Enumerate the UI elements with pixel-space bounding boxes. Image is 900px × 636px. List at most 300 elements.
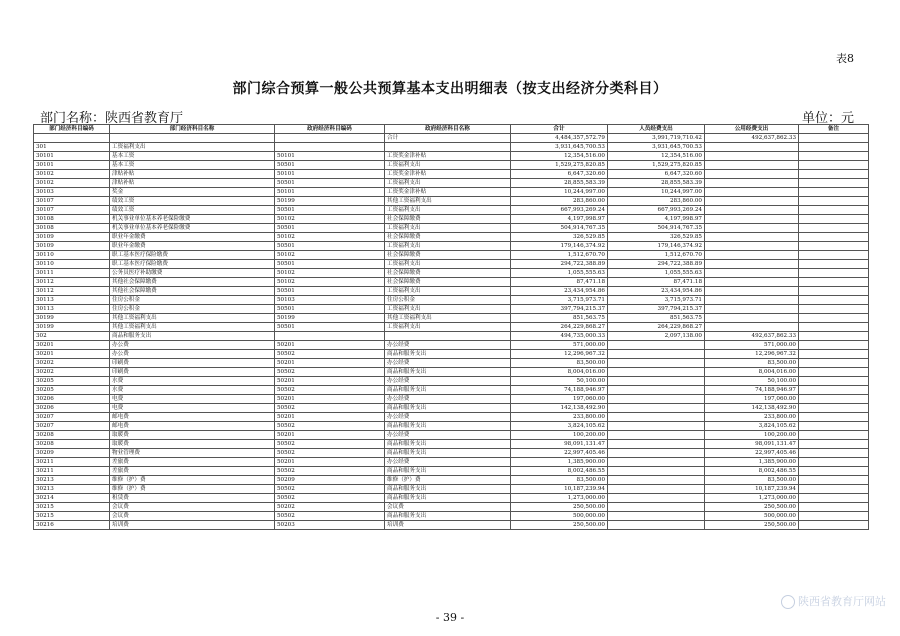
table-row [34,242,869,251]
table-cell: 其他社会保障缴费 [110,278,275,287]
table-cell: 30207 [34,413,110,422]
table-cell: 职业年金缴费 [110,233,275,242]
table-cell [705,188,799,197]
table-cell: 30199 [34,323,110,332]
table-cell: 津贴补贴 [110,170,275,179]
table-cell: 22,997,405.46 [705,449,799,458]
table-cell [608,395,705,404]
table-cell [799,512,869,521]
table-cell: 30215 [34,512,110,521]
table-cell [799,170,869,179]
table-cell: 301 [34,143,110,152]
table-cell: 电费 [110,404,275,413]
table-cell: 30109 [34,233,110,242]
table-cell: 294,722,388.89 [511,260,608,269]
table-cell: 30113 [34,296,110,305]
table-cell [385,143,511,152]
table-cell [799,467,869,476]
table-cell: 会议费 [110,503,275,512]
table-cell [799,224,869,233]
table-cell: 住房公积金 [110,296,275,305]
table-cell [799,134,869,143]
table-cell: 50502 [275,386,385,395]
table-cell: 1,385,900.00 [705,458,799,467]
table-cell: 30110 [34,260,110,269]
page-title: 部门综合预算一般公共预算基本支出明细表（按支出经济分类科目） [232,81,668,97]
table-cell: 3,931,645,700.53 [511,143,608,152]
table-row [34,161,869,170]
table-cell: 印刷费 [110,368,275,377]
table-cell: 办公经费 [385,395,511,404]
table-cell: 87,471.18 [511,278,608,287]
table-cell [799,269,869,278]
table-cell: 商品和服务支出 [385,494,511,503]
table-cell: 50199 [275,314,385,323]
table-cell: 社会保障缴费 [385,269,511,278]
table-cell: 50209 [275,476,385,485]
table-cell: 397,794,215.37 [511,305,608,314]
table-cell: 30201 [34,350,110,359]
table-cell: 50501 [275,224,385,233]
table-cell: 机关事业单位基本养老保险缴费 [110,215,275,224]
table-cell: 83,500.00 [511,359,608,368]
table-cell: 12,354,516.00 [608,152,705,161]
table-cell: 179,146,374.92 [608,242,705,251]
table-cell: 商品和服务支出 [385,368,511,377]
table-cell: 504,914,767.35 [608,224,705,233]
table-cell: 50201 [275,359,385,368]
table-cell: 250,500.00 [705,521,799,530]
table-cell: 50201 [275,341,385,350]
table-cell [799,368,869,377]
table-cell [799,296,869,305]
table-cell: 50102 [275,233,385,242]
table-row [34,440,869,449]
table-cell: 397,794,215.37 [608,305,705,314]
table-cell: 28,855,583.39 [511,179,608,188]
table-cell: 50203 [275,521,385,530]
table-row [34,197,869,206]
table-cell: 其他工资福利支出 [385,197,511,206]
table-cell: 办公经费 [385,413,511,422]
table-cell: 绩效工资 [110,197,275,206]
table-cell: 合计 [385,134,511,143]
table-row [34,170,869,179]
table-cell: 571,000.00 [511,341,608,350]
table-cell: 商品和服务支出 [385,467,511,476]
table-cell [799,341,869,350]
table-cell: 50502 [275,449,385,458]
table-cell: 50502 [275,368,385,377]
table-cell: 工资福利支出 [385,161,511,170]
table-cell: 50501 [275,323,385,332]
table-cell: 50502 [275,512,385,521]
table-cell: 30112 [34,287,110,296]
table-cell: 30107 [34,206,110,215]
table-cell: 培训费 [110,521,275,530]
table-cell: 283,860.00 [608,197,705,206]
table-cell: 197,060.00 [511,395,608,404]
table-cell [608,422,705,431]
table-cell: 50201 [275,458,385,467]
table-cell: 50201 [275,413,385,422]
table-cell: 1,529,275,820.85 [608,161,705,170]
table-cell: 商品和服务支出 [385,422,511,431]
table-cell: 50501 [275,287,385,296]
table-cell: 社会保障缴费 [385,233,511,242]
table-cell: 商品和服务支出 [385,440,511,449]
table-cell: 商品和服务支出 [385,485,511,494]
table-cell: 851,563.75 [608,314,705,323]
table-cell: 50501 [275,206,385,215]
table-cell: 30199 [34,314,110,323]
column-header: 部门经济科目编码 [34,125,110,134]
table-cell: 233,800.00 [705,413,799,422]
table-cell: 83,500.00 [705,359,799,368]
table-row [34,287,869,296]
table-cell: 3,715,973.71 [511,296,608,305]
table-cell: 50201 [275,377,385,386]
table-row [34,377,869,386]
table-cell [799,503,869,512]
table-cell: 其他工资福利支出 [110,314,275,323]
table-row [34,494,869,503]
table-cell: 商品和服务支出 [110,332,275,341]
table-cell: 30215 [34,503,110,512]
table-cell: 2,097,138.00 [608,332,705,341]
table-cell: 商品和服务支出 [385,449,511,458]
table-cell [799,359,869,368]
table-cell: 50501 [275,260,385,269]
table-cell: 商品和服务支出 [385,386,511,395]
table-cell: 30109 [34,242,110,251]
table-cell [799,278,869,287]
table-cell: 8,002,486.55 [705,467,799,476]
table-cell [705,323,799,332]
table-cell: 50101 [275,170,385,179]
table-cell: 302 [34,332,110,341]
column-header: 备注 [799,125,869,134]
table-cell: 30108 [34,224,110,233]
table-cell: 8,004,016.00 [705,368,799,377]
table-cell [799,395,869,404]
table-cell [799,197,869,206]
table-cell [705,242,799,251]
table-row [34,305,869,314]
table-cell: 30209 [34,449,110,458]
table-row [34,449,869,458]
table-cell [705,215,799,224]
table-cell: 30206 [34,395,110,404]
table-cell: 水费 [110,377,275,386]
table-cell: 264,229,868.27 [511,323,608,332]
column-header: 公用经费支出 [705,125,799,134]
table-cell: 50501 [275,179,385,188]
table-cell: 邮电费 [110,422,275,431]
table-cell: 50502 [275,350,385,359]
table-cell [799,161,869,170]
table-cell: 50502 [275,440,385,449]
table-cell: 办公经费 [385,377,511,386]
table-cell: 4,484,357,572.79 [511,134,608,143]
table-cell [799,314,869,323]
table-cell [608,476,705,485]
table-cell [705,305,799,314]
table-cell [799,422,869,431]
column-header: 部门经济科目名称 [110,125,275,134]
table-cell: 其他工资福利支出 [110,323,275,332]
table-cell: 30206 [34,404,110,413]
table-row [34,395,869,404]
table-row [34,260,869,269]
table-cell: 851,563.75 [511,314,608,323]
table-cell: 30202 [34,368,110,377]
table-cell: 办公经费 [385,341,511,350]
table-cell: 667,993,269.24 [511,206,608,215]
department-label: 部门名称：陕西省教育厅 [40,111,184,126]
table-cell: 办公经费 [385,431,511,440]
table-cell [608,512,705,521]
table-cell [110,134,275,143]
table-cell [275,332,385,341]
table-cell [608,467,705,476]
table-cell: 3,824,105.62 [511,422,608,431]
table-cell: 50501 [275,161,385,170]
table-cell: 30112 [34,278,110,287]
table-cell: 50101 [275,188,385,197]
table-cell: 邮电费 [110,413,275,422]
table-cell [608,386,705,395]
table-cell: 30208 [34,440,110,449]
table-cell: 30207 [34,422,110,431]
table-cell: 社会保障缴费 [385,278,511,287]
table-cell: 基本工资 [110,161,275,170]
table-row [34,431,869,440]
table-cell: 1,512,670.70 [511,251,608,260]
table-cell: 公务员医疗补助缴费 [110,269,275,278]
table-row [34,368,869,377]
table-row [34,404,869,413]
table-cell: 培训费 [385,521,511,530]
table-cell: 283,860.00 [511,197,608,206]
table-cell: 津贴补贴 [110,179,275,188]
table-row [34,224,869,233]
table-row [34,359,869,368]
table-number: 表8 [836,52,854,65]
table-cell [705,251,799,260]
table-header-row [34,125,869,134]
table-cell [608,494,705,503]
table-cell: 办公经费 [385,359,511,368]
table-cell [705,278,799,287]
table-cell: 492,637,862.33 [705,134,799,143]
table-cell: 10,244,997.00 [511,188,608,197]
table-cell: 工资福利支出 [385,323,511,332]
table-cell [275,134,385,143]
table-cell [799,152,869,161]
table-row [34,413,869,422]
table-row [34,233,869,242]
table-cell: 6,647,320.60 [608,170,705,179]
table-cell: 142,138,492.90 [511,404,608,413]
table-cell: 3,931,645,700.53 [608,143,705,152]
table-cell: 30102 [34,170,110,179]
table-cell: 30108 [34,215,110,224]
table-row [34,206,869,215]
table-cell: 326,529.85 [608,233,705,242]
column-header: 政府经济科目名称 [385,125,511,134]
table-cell: 其他社会保障缴费 [110,287,275,296]
table-cell: 100,200.00 [705,431,799,440]
table-cell: 3,991,719,710.42 [608,134,705,143]
table-cell [799,386,869,395]
table-cell: 50199 [275,197,385,206]
table-cell [799,233,869,242]
table-cell: 250,500.00 [511,503,608,512]
table-cell [705,314,799,323]
table-cell [608,350,705,359]
table-row [34,341,869,350]
site-watermark [781,593,886,609]
table-cell [799,413,869,422]
table-cell: 办公费 [110,341,275,350]
table-cell [705,224,799,233]
table-cell [705,296,799,305]
table-cell: 28,855,583.39 [608,179,705,188]
table-row [34,269,869,278]
table-cell [608,521,705,530]
table-cell [608,359,705,368]
table-cell: 83,500.00 [511,476,608,485]
table-row [34,485,869,494]
table-cell: 250,500.00 [705,503,799,512]
table-cell [705,197,799,206]
table-cell: 水费 [110,386,275,395]
table-row [34,278,869,287]
table-row [34,332,869,341]
table-cell [608,404,705,413]
table-cell [608,440,705,449]
table-cell [799,485,869,494]
table-cell: 商品和服务支出 [385,404,511,413]
table-cell: 30103 [34,188,110,197]
table-cell: 30211 [34,458,110,467]
table-cell: 50502 [275,422,385,431]
table-cell: 30201 [34,341,110,350]
table-row [34,188,869,197]
table-cell: 8,002,486.55 [511,467,608,476]
table-cell: 10,187,239.94 [511,485,608,494]
table-cell: 8,004,016.00 [511,368,608,377]
table-cell: 工资奖金津补贴 [385,188,511,197]
table-cell: 其他工资福利支出 [385,314,511,323]
table-cell [799,305,869,314]
table-cell: 维修（护）费 [110,485,275,494]
table-row [34,323,869,332]
table-cell [799,242,869,251]
table-cell [705,170,799,179]
table-cell: 98,091,131.47 [511,440,608,449]
table-cell [799,332,869,341]
table-row [34,143,869,152]
table-row [34,179,869,188]
table-cell: 50501 [275,305,385,314]
table-cell: 工资福利支出 [385,305,511,314]
table-cell: 取暖费 [110,440,275,449]
table-cell [799,476,869,485]
table-cell: 500,000.00 [705,512,799,521]
table-cell: 264,229,868.27 [608,323,705,332]
table-cell [705,260,799,269]
table-cell: 50103 [275,296,385,305]
table-cell [799,215,869,224]
table-cell: 233,800.00 [511,413,608,422]
table-cell [705,161,799,170]
table-cell: 492,637,862.33 [705,332,799,341]
table-cell: 50102 [275,215,385,224]
table-cell: 30107 [34,197,110,206]
table-cell: 印刷费 [110,359,275,368]
table-cell: 1,055,555.63 [511,269,608,278]
table-cell [608,458,705,467]
table-cell: 差旅费 [110,458,275,467]
table-row [34,521,869,530]
table-cell: 住房公积金 [110,305,275,314]
table-row [34,458,869,467]
table-cell: 1,512,670.70 [608,251,705,260]
table-cell: 30101 [34,161,110,170]
table-cell: 30205 [34,386,110,395]
table-cell [34,134,110,143]
table-cell [608,449,705,458]
table-row [34,134,869,143]
table-cell [799,179,869,188]
table-cell: 494,735,000.33 [511,332,608,341]
table-cell: 667,993,269.24 [608,206,705,215]
table-cell [385,332,511,341]
table-cell [799,206,869,215]
table-cell: 504,914,767.35 [511,224,608,233]
table-cell: 工资福利支出 [385,242,511,251]
table-cell: 50,100.00 [511,377,608,386]
table-cell: 87,471.18 [608,278,705,287]
table-cell: 50102 [275,278,385,287]
table-row [34,512,869,521]
table-cell: 30213 [34,485,110,494]
table-cell: 工资福利支出 [385,260,511,269]
table-cell [275,143,385,152]
table-cell [799,440,869,449]
table-cell: 22,997,405.46 [511,449,608,458]
table-cell: 商品和服务支出 [385,350,511,359]
table-cell [608,341,705,350]
table-cell: 50501 [275,242,385,251]
table-row [34,350,869,359]
emblem-icon [781,595,795,609]
table-cell: 差旅费 [110,467,275,476]
table-cell: 30113 [34,305,110,314]
table-cell: 30205 [34,377,110,386]
table-row [34,215,869,224]
table-cell: 3,824,105.62 [705,422,799,431]
table-cell: 100,200.00 [511,431,608,440]
table-cell: 奖金 [110,188,275,197]
table-cell [705,287,799,296]
table-row [34,251,869,260]
table-cell: 1,273,000.00 [705,494,799,503]
table-cell [705,152,799,161]
table-cell: 1,055,555.63 [608,269,705,278]
